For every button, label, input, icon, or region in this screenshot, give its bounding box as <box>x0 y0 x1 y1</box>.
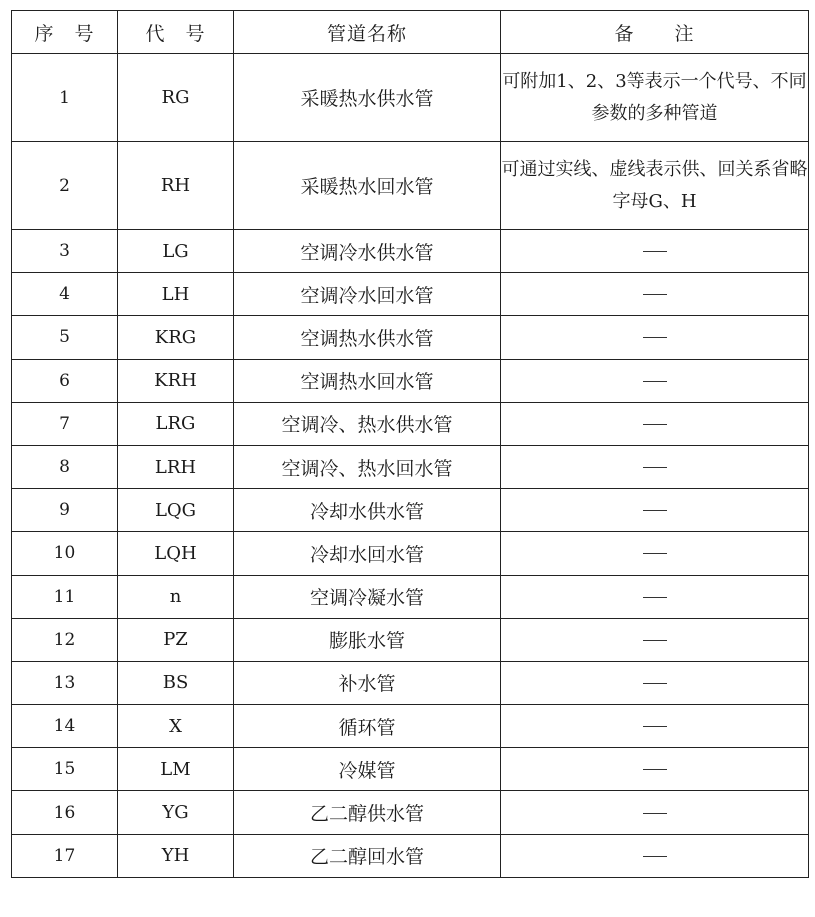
remarks-cell <box>501 230 809 273</box>
pipe-name-cell: 空调冷凝水管 <box>234 575 501 618</box>
pipe-name-cell: 冷却水供水管 <box>234 489 501 532</box>
pipe-name-cell: 乙二醇回水管 <box>234 834 501 877</box>
table-row <box>12 402 809 445</box>
remarks-cell: 可通过实线、虚线表示供、回关系省略字母G、H <box>501 142 809 230</box>
table-row <box>12 661 809 704</box>
table-row <box>12 359 809 402</box>
header-code: 代 号 <box>118 11 234 54</box>
code-cell: LRH <box>118 445 234 488</box>
code-cell: LRG <box>118 402 234 445</box>
table-row <box>12 575 809 618</box>
remarks-cell <box>501 748 809 791</box>
table-row <box>12 230 809 273</box>
dash-mark <box>643 467 667 468</box>
dash-mark <box>643 294 667 295</box>
code-cell: X <box>118 705 234 748</box>
pipe-name-cell: 采暖热水供水管 <box>234 54 501 142</box>
remarks-cell <box>501 445 809 488</box>
serial-cell: 7 <box>12 402 118 445</box>
dash-mark <box>643 510 667 511</box>
dash-mark <box>643 726 667 727</box>
code-cell: LG <box>118 230 234 273</box>
table-row <box>12 834 809 877</box>
table-body <box>12 54 809 878</box>
table-row <box>12 791 809 834</box>
serial-cell: 15 <box>12 748 118 791</box>
remarks-cell: 可附加1、2、3等表示一个代号、不同参数的多种管道 <box>501 54 809 142</box>
code-cell: PZ <box>118 618 234 661</box>
table-row <box>12 316 809 359</box>
dash-mark <box>643 597 667 598</box>
remarks-cell <box>501 489 809 532</box>
pipe-name-cell: 冷媒管 <box>234 748 501 791</box>
table-row <box>12 142 809 230</box>
serial-cell: 16 <box>12 791 118 834</box>
remarks-cell <box>501 661 809 704</box>
pipe-name-cell: 补水管 <box>234 661 501 704</box>
code-cell: RH <box>118 142 234 230</box>
serial-cell: 1 <box>12 54 118 142</box>
code-cell: BS <box>118 661 234 704</box>
dash-mark <box>643 424 667 425</box>
serial-cell: 10 <box>12 532 118 575</box>
table-row <box>12 489 809 532</box>
code-cell: LH <box>118 273 234 316</box>
serial-cell: 6 <box>12 359 118 402</box>
code-cell: YH <box>118 834 234 877</box>
code-cell: RG <box>118 54 234 142</box>
serial-cell: 4 <box>12 273 118 316</box>
dash-mark <box>643 813 667 814</box>
pipe-name-cell: 冷却水回水管 <box>234 532 501 575</box>
code-cell: YG <box>118 791 234 834</box>
pipe-name-cell: 空调冷水回水管 <box>234 273 501 316</box>
serial-cell: 14 <box>12 705 118 748</box>
remarks-cell <box>501 532 809 575</box>
remarks-cell <box>501 791 809 834</box>
dash-mark <box>643 856 667 857</box>
code-cell: KRG <box>118 316 234 359</box>
table-row <box>12 705 809 748</box>
header-remarks: 备 注 <box>501 11 809 54</box>
code-cell: LQG <box>118 489 234 532</box>
serial-cell: 17 <box>12 834 118 877</box>
serial-cell: 12 <box>12 618 118 661</box>
serial-cell: 13 <box>12 661 118 704</box>
table-row <box>12 618 809 661</box>
table-row <box>12 748 809 791</box>
remarks-cell <box>501 575 809 618</box>
pipe-name-cell: 乙二醇供水管 <box>234 791 501 834</box>
pipe-name-cell: 空调冷、热水供水管 <box>234 402 501 445</box>
serial-cell: 2 <box>12 142 118 230</box>
pipe-name-cell: 空调冷水供水管 <box>234 230 501 273</box>
remarks-cell <box>501 316 809 359</box>
table-row <box>12 532 809 575</box>
dash-mark <box>643 769 667 770</box>
remarks-cell <box>501 834 809 877</box>
code-cell: n <box>118 575 234 618</box>
dash-mark <box>643 640 667 641</box>
code-cell: LM <box>118 748 234 791</box>
serial-cell: 5 <box>12 316 118 359</box>
pipe-code-table <box>11 10 809 878</box>
code-cell: KRH <box>118 359 234 402</box>
table-row <box>12 273 809 316</box>
table-row <box>12 445 809 488</box>
serial-cell: 3 <box>12 230 118 273</box>
header-pipe-name: 管道名称 <box>234 11 501 54</box>
serial-cell: 8 <box>12 445 118 488</box>
dash-mark <box>643 251 667 252</box>
pipe-name-cell: 空调热水供水管 <box>234 316 501 359</box>
remarks-cell <box>501 705 809 748</box>
header-row <box>12 11 809 54</box>
dash-mark <box>643 553 667 554</box>
serial-cell: 9 <box>12 489 118 532</box>
remarks-cell <box>501 618 809 661</box>
pipe-name-cell: 空调热水回水管 <box>234 359 501 402</box>
pipe-name-cell: 采暖热水回水管 <box>234 142 501 230</box>
remarks-cell <box>501 273 809 316</box>
table-row <box>12 54 809 142</box>
pipe-name-cell: 循环管 <box>234 705 501 748</box>
header-serial: 序 号 <box>12 11 118 54</box>
code-cell: LQH <box>118 532 234 575</box>
pipe-name-cell: 膨胀水管 <box>234 618 501 661</box>
pipe-name-cell: 空调冷、热水回水管 <box>234 445 501 488</box>
remarks-cell <box>501 359 809 402</box>
dash-mark <box>643 683 667 684</box>
dash-mark <box>643 381 667 382</box>
serial-cell: 11 <box>12 575 118 618</box>
remarks-cell <box>501 402 809 445</box>
dash-mark <box>643 337 667 338</box>
